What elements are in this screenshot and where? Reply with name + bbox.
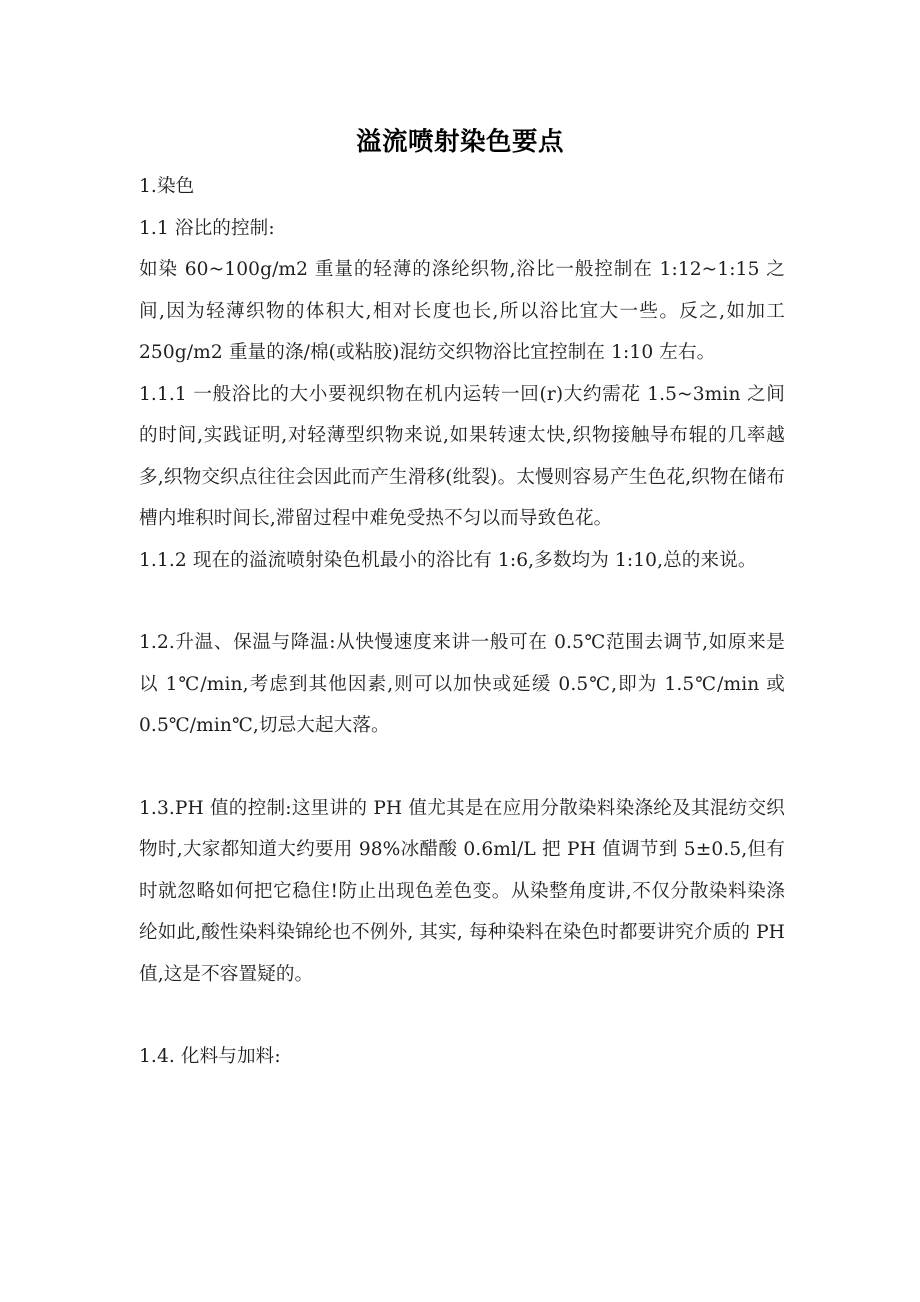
paragraph-1-1-1: 1.1.1 一般浴比的大小要视织物在机内运转一回(r)大约需花 1.5~3min 之间的时间,实践证明,对轻薄型织物来说,如果转速太快,织物接触导布辊的几率越多,织物交织点往往会因此而产生滑移(纰裂)。太慢则容易产生色花,织物在储布槽内堆积时间长,滞留过程中难免受热不匀以而导致色花。: [139, 383, 785, 529]
heading-section-1-4: 1.4. 化料与加料:: [139, 1046, 281, 1067]
paragraph-spacer: [139, 581, 785, 622]
page-title: 溢流喷射染色要点: [355, 127, 564, 158]
heading-section-1-1: 1.1 浴比的控制:: [139, 217, 275, 239]
paragraph-spacer: [139, 747, 785, 788]
heading-section-1: 1.染色: [139, 176, 195, 197]
document-body: [139, 166, 785, 1078]
paragraph-1-2-temperature: 1.2.升温、保温与降温:从快慢速度来讲一般可在 0.5℃范围去调节,如原来是以 1℃/min,考虑到其他因素,则可以加快或延缓 0.5℃,即为 1.5℃/min 或 0.5℃/min℃,切忌大起大落。: [139, 632, 785, 736]
paragraph-spacer: [139, 995, 785, 1036]
paragraph-1-3-ph-control: 1.3.PH 值的控制:这里讲的 PH 值尤其是在应用分散染料染涤纶及其混纺交织物时,大家都知道大约要用 98%冰醋酸 0.6ml/L 把 PH 值调节到 5±0.5,但有时就忽略如何把它稳住!防止出现色差色变。从染整角度讲,不仅分散染料染涤纶如此,酸性染料染锦纶也不例外, 其实, 每种染料在染色时都要讲究介质的 PH 值,这是不容置疑的。: [139, 797, 785, 985]
paragraph-bath-ratio-control: 如染 60~100g/m2 重量的轻薄的涤纶织物,浴比一般控制在 1:12~1:15 之间,因为轻薄织物的体积大,相对长度也长,所以浴比宜大一些。反之,如加工 250g/m2 重量的涤/棉(或粘胶)混纺交织物浴比宜控制在 1:10 左右。: [139, 259, 785, 363]
paragraph-1-1-2: 1.1.2 现在的溢流喷射染色机最小的浴比有 1:6,多数均为 1:10,总的来说。: [139, 549, 757, 571]
